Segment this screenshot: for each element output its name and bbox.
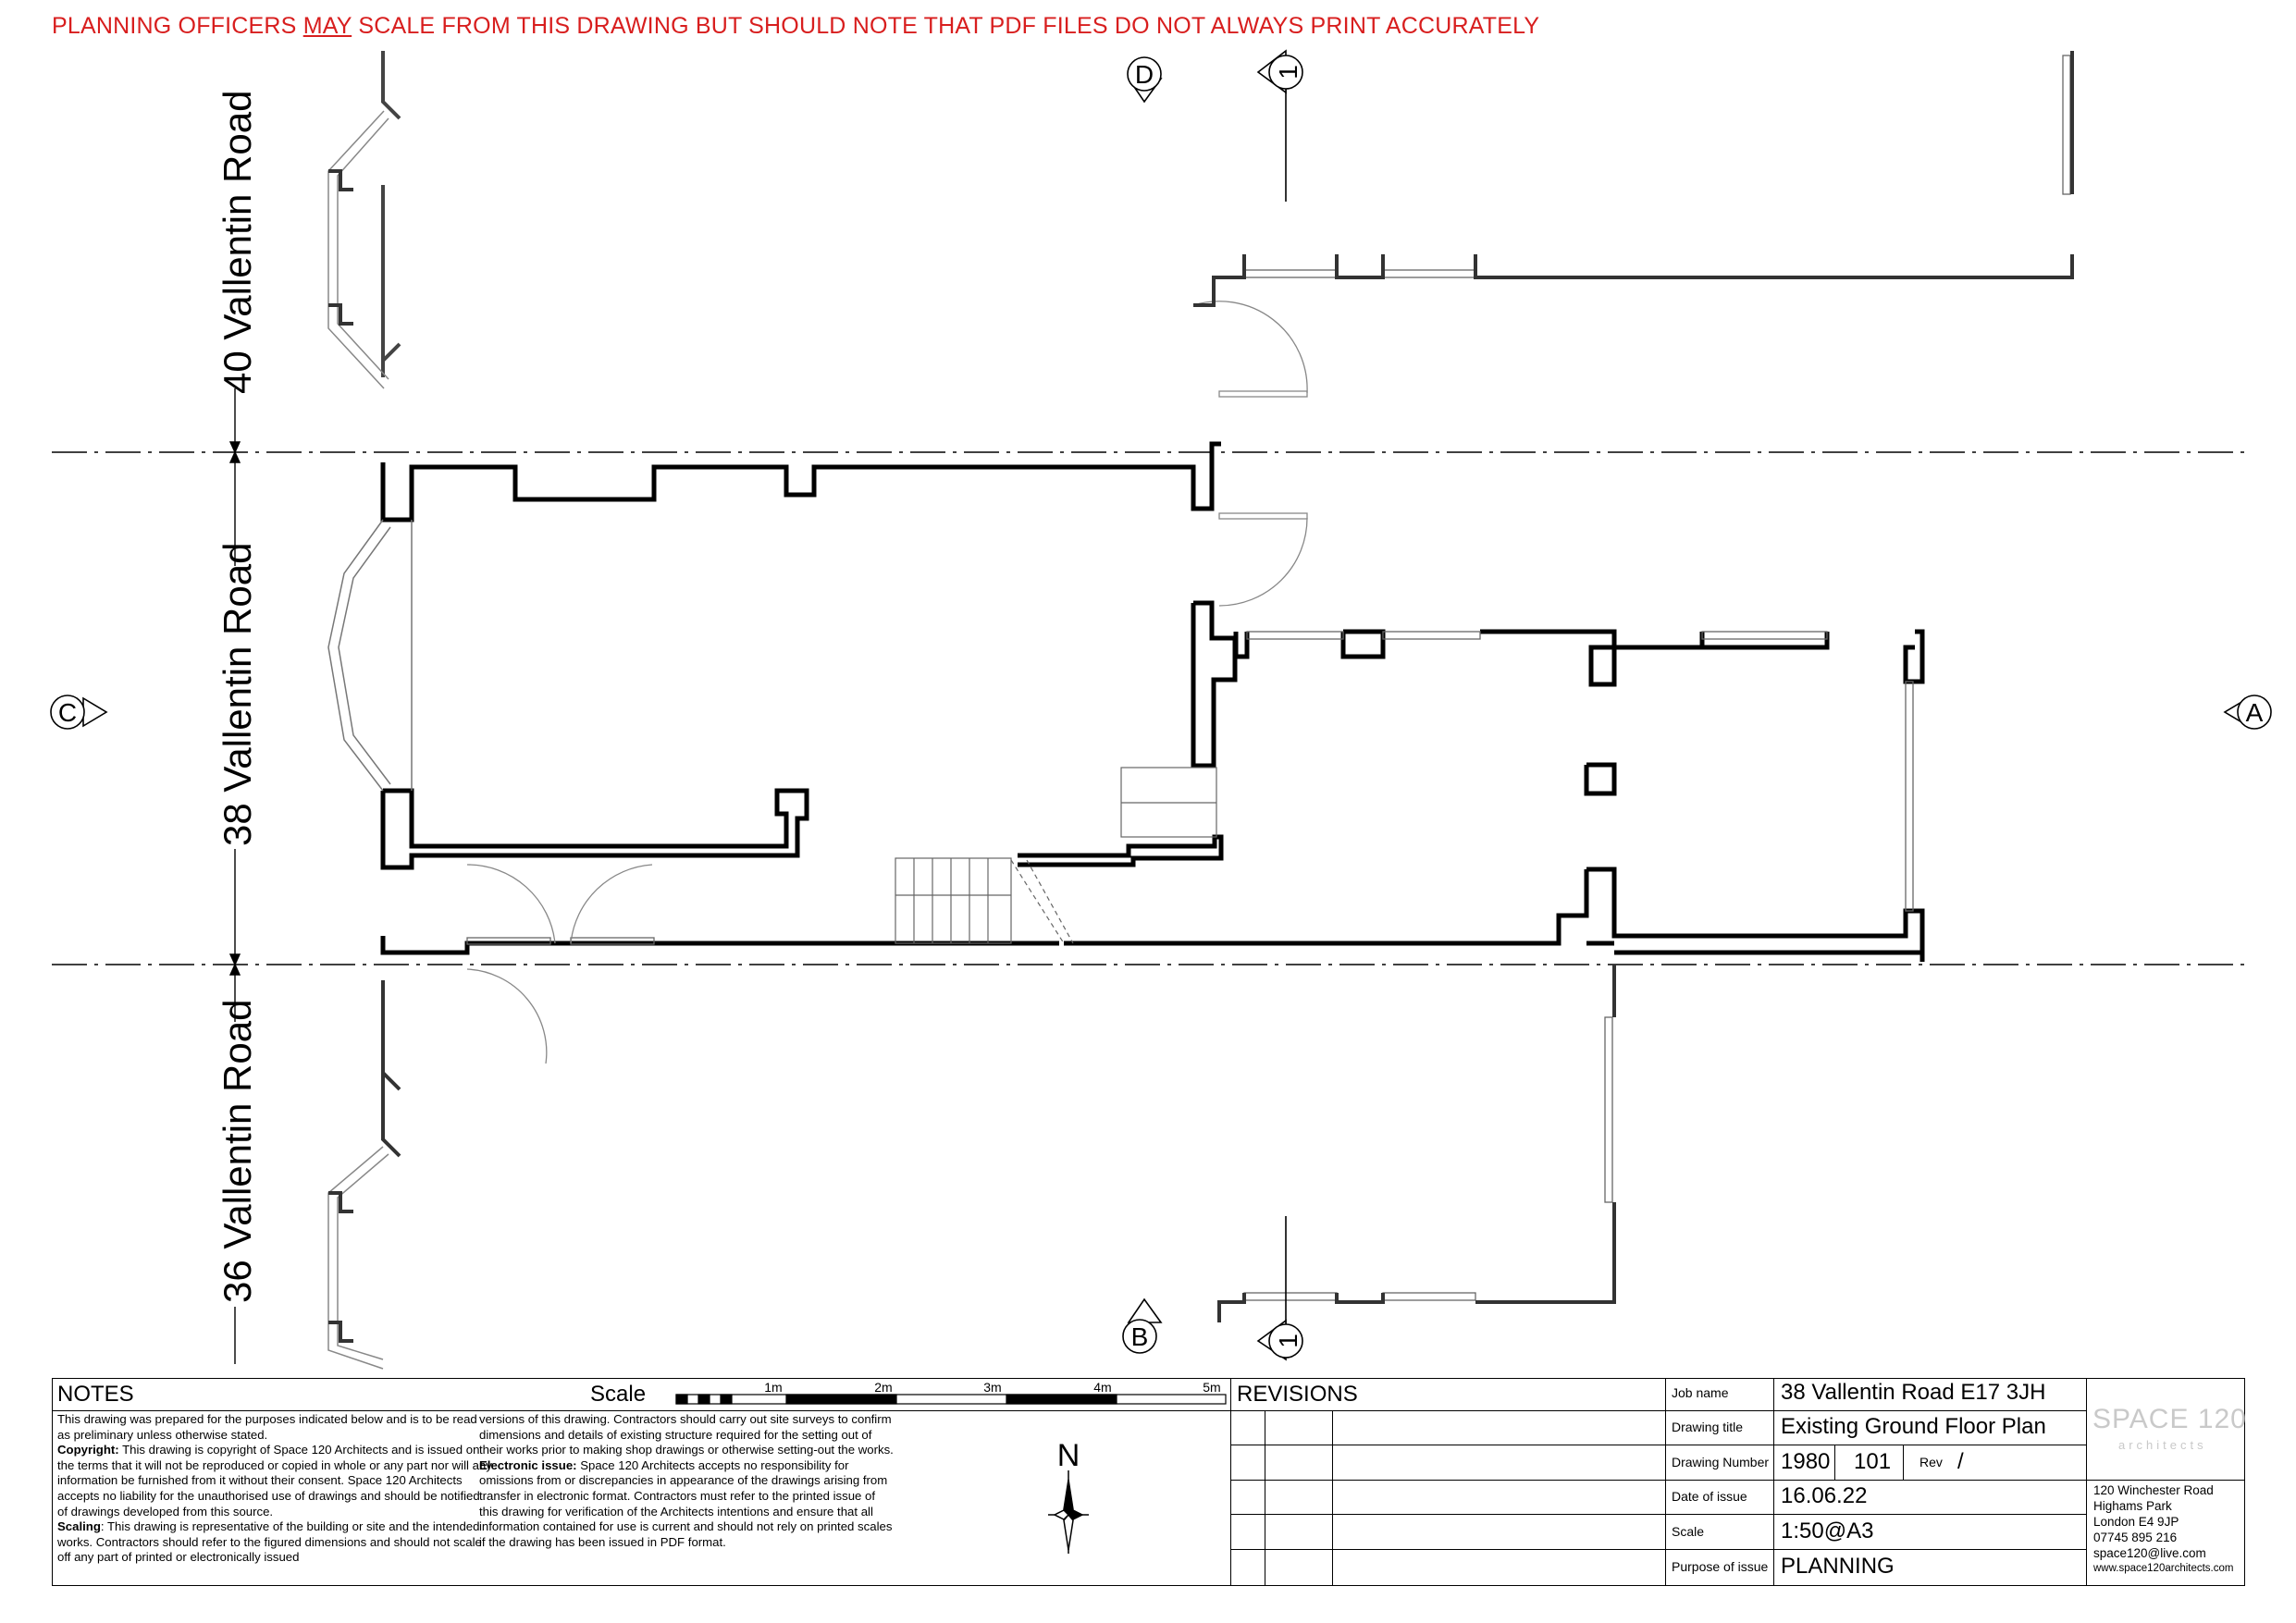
email-address: space120@live.com <box>2093 1546 2206 1560</box>
wall-chimney-breast <box>1193 603 1235 766</box>
wall-40-rear-b <box>1337 254 1383 277</box>
notes-column-1 <box>57 1412 492 1566</box>
scale-tick-1: 1m <box>764 1380 783 1395</box>
address-line: 120 Winchester Road <box>2093 1483 2214 1497</box>
notes-heading: NOTES <box>57 1382 134 1407</box>
scale-tick-5: 5m <box>1203 1380 1221 1395</box>
wall-36-rear-d <box>1219 1293 1244 1322</box>
notes-column-2 <box>479 1412 897 1550</box>
bay-outline-40 <box>328 111 384 388</box>
scale-tick-4: 4m <box>1093 1380 1112 1395</box>
notes-para-1: This drawing was prepared for the purposes indicated below and is to be read as preliminary unless otherwise stated. <box>57 1412 477 1442</box>
wall-rear-corner-n <box>1906 632 1922 682</box>
window-36-side <box>1605 1017 1612 1202</box>
date-label: Date of issue <box>1672 1489 1747 1504</box>
scale-tick-3: 3m <box>983 1380 1002 1395</box>
wall-38-south-rear <box>1614 953 1922 962</box>
door-38-back-leaf <box>1219 513 1307 519</box>
notes-para-2: Copyright: This drawing is copyright of Space 120 Architects and is issued on the terms that it will not be reproduced or copied in whole or any part nor will any information be furnished from it without their consent. Space 120 Architects accepts no liability for the unauthorised use of drawings and should be notified of drawings developed from this source. <box>57 1443 492 1518</box>
drawing-title-value: Existing Ground Floor Plan <box>1781 1414 2046 1439</box>
bay-outline-36-inner <box>338 1154 389 1359</box>
warning-emphasis: MAY <box>302 13 352 39</box>
bay-outline-40-inner <box>338 118 389 379</box>
wall-38-front-room-south <box>383 791 807 867</box>
section-label-c: C <box>57 698 78 727</box>
wall-pier-1 <box>1343 632 1383 657</box>
door-front-swing-2 <box>571 865 652 943</box>
wall-36-a <box>383 980 400 1089</box>
warning-text-1: PLANNING OFFICERS <box>52 13 303 39</box>
window-rear-2 <box>1383 632 1480 639</box>
warning-text-2: SCALE FROM THIS DRAWING BUT SHOULD NOTE THAT PDF FILES DO NOT ALWAYS PRINT ACCURATELY <box>352 13 1540 39</box>
wall-40-rear-c <box>1475 254 2072 277</box>
window-40-far <box>2063 55 2070 194</box>
road-label-top: 40 Vallentin Road <box>216 90 259 394</box>
wall-rear-south <box>1586 869 1922 962</box>
door-36-swing <box>467 969 547 1064</box>
stair-lower <box>895 858 1011 943</box>
window-40-1 <box>1244 270 1337 277</box>
notes-para-3: Scaling: This drawing is representative of the building or site and the intended works. Contractors should refer to the figured dimensions and should not scale off any part of printed or electronically issued <box>57 1519 482 1565</box>
bay-38-outline <box>328 520 383 791</box>
notes-header-rule <box>52 1410 1231 1411</box>
revisions-heading: REVISIONS <box>1237 1382 1358 1407</box>
bay-jamb-40a <box>328 171 353 190</box>
wall-rear-north <box>1480 632 1702 684</box>
section-label-1-bottom: 1 <box>1274 1334 1302 1348</box>
revisions-panel <box>1230 1378 1666 1586</box>
door-40-leaf <box>1219 391 1307 397</box>
scale-row-label: Scale <box>1672 1524 1705 1539</box>
wall-38-north <box>383 444 1221 520</box>
drawing-number-b: 101 <box>1854 1449 1892 1474</box>
scale-label: Scale <box>590 1382 647 1407</box>
bay-outline-36 <box>328 1147 383 1369</box>
notes-para-4: versions of this drawing. Contractors should carry out site surveys to confirm dimensions and details of existing structure required for the setting out of their works prior to making shop drawings or otherwise setting-out the works. <box>479 1412 894 1457</box>
notes-para-5: Electronic issue: Space 120 Architects accepts no responsibility for omissions from or discrepancies in appearance of the drawings arising from transfer in electronic format. Contractors must refer to the printed issue of this drawing for verification of the Architects intentions and ensure that all information contained for use is current and should not rely on printed scales if the drawing has been issued in PDF format. <box>479 1457 893 1549</box>
door-front-swing-1 <box>467 865 555 943</box>
road-label-middle: 38 Vallentin Road <box>216 542 259 846</box>
window-rear-3 <box>1702 632 1827 639</box>
date-value: 16.06.22 <box>1781 1483 1868 1508</box>
window-36-1 <box>1244 1293 1337 1300</box>
drawing-number-label: Drawing Number <box>1672 1455 1770 1469</box>
wall-38-south <box>1064 869 1586 943</box>
road-label-bottom: 36 Vallentin Road <box>216 999 259 1303</box>
purpose-value: PLANNING <box>1781 1554 1895 1579</box>
website-address: www.space120architects.com <box>2093 1563 2234 1574</box>
drawing-title-label: Drawing title <box>1672 1420 1744 1434</box>
scale-row-value: 1:50@A3 <box>1781 1518 1874 1543</box>
bay-jamb-40b <box>328 305 353 324</box>
door-40-swing <box>1193 301 1307 393</box>
wall-jamb <box>1236 632 1247 657</box>
north-label: N <box>1056 1438 1080 1473</box>
section-label-1-top: 1 <box>1274 65 1302 80</box>
section-label-d: D <box>1134 60 1154 89</box>
job-name-value: 38 Vallentin Road E17 3JH <box>1781 1380 2046 1405</box>
window-rear-1 <box>1247 632 1343 639</box>
wall-40-bay-end <box>383 344 400 361</box>
section-label-a: A <box>2245 698 2264 727</box>
dim-arrow <box>230 452 240 462</box>
section-label-b: B <box>1130 1322 1149 1351</box>
address-line: Highams Park <box>2093 1499 2172 1513</box>
practice-logo-sub: architects <box>2118 1438 2207 1452</box>
dim-arrow <box>230 965 240 975</box>
bay-jamb-36b <box>328 1322 353 1341</box>
phone-number: 07745 895 216 <box>2093 1531 2178 1544</box>
rev-label: Rev <box>1920 1455 1943 1469</box>
window-rear-side <box>1906 682 1913 911</box>
window-40-2 <box>1383 270 1475 277</box>
window-36-2 <box>1383 1293 1475 1300</box>
wall-36-rear-c <box>1337 1293 1383 1302</box>
door-38-back-swing <box>1219 518 1307 606</box>
drawing-number-a: 1980 <box>1781 1449 1831 1474</box>
wall-40-top <box>383 51 400 118</box>
wall-pier-2 <box>1586 765 1614 793</box>
rev-value: / <box>1957 1449 1964 1474</box>
address-line: London E4 9JP <box>2093 1515 2179 1529</box>
purpose-label: Purpose of issue <box>1672 1559 1769 1574</box>
job-name-label: Job name <box>1672 1385 1729 1400</box>
wall-40-rear-a <box>1193 254 1244 305</box>
practice-address <box>2093 1482 2233 1577</box>
wall-36-rear-b <box>1475 1202 1614 1302</box>
wall-stair-landing <box>1018 837 1221 865</box>
scale-tick-2: 2m <box>874 1380 893 1395</box>
practice-logo: SPACE 120 <box>2092 1404 2247 1434</box>
bay-38-inner <box>339 527 390 784</box>
bay-jamb-36a <box>328 1193 353 1211</box>
